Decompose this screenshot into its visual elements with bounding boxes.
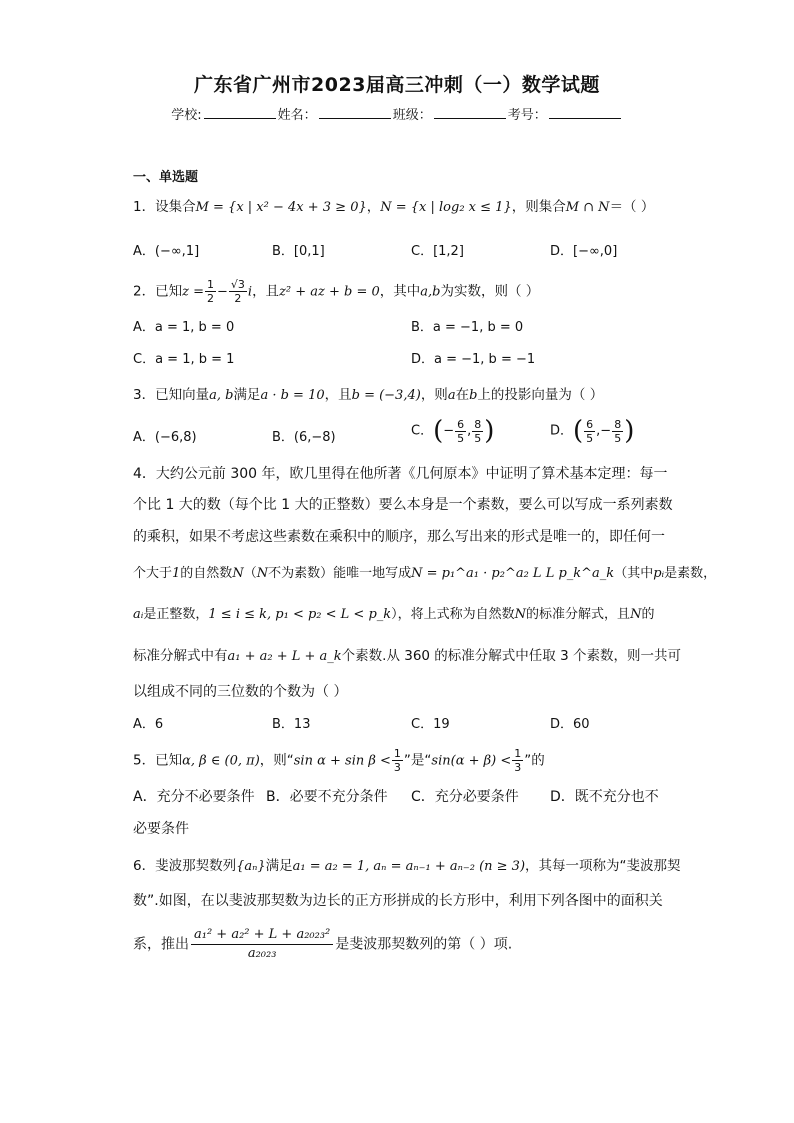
q3-text-b: 满足 xyxy=(233,387,261,403)
class-blank[interactable] xyxy=(434,105,506,119)
q2-option-c[interactable]: C．a = 1, b = 1 xyxy=(133,352,235,367)
q2-text-d: 为实数，则（ ） xyxy=(440,283,540,300)
school-label: 学校: xyxy=(171,108,202,123)
q4-factorization: N = p₁^a₁ · p₂^a₂ L L p_k^a_k xyxy=(411,566,615,581)
q4-option-c[interactable]: C．19 xyxy=(411,717,450,732)
q3-b-value: b = (−3,4) xyxy=(351,388,421,403)
q5-frac-2: $\frac{1}{3}$ xyxy=(514,747,522,774)
q4-option-b[interactable]: B．13 xyxy=(272,717,311,732)
q3-option-a[interactable]: A．(−6,8) xyxy=(133,430,197,445)
q5-option-c[interactable]: C．充分必要条件 xyxy=(411,789,519,805)
q4-line-7: 以组成不同的三位数的个数为（ ） xyxy=(133,684,348,700)
name-blank[interactable] xyxy=(319,105,391,119)
page-title: 广东省广州市2023届高三冲刺（一）数学试题 xyxy=(194,74,600,96)
q1-option-c[interactable]: C．[1,2] xyxy=(411,244,464,259)
q2-frac-1: $\frac{1}{2}$ xyxy=(206,278,214,305)
question-2-stem xyxy=(133,278,663,305)
q3-dot: a · b = 10 xyxy=(260,388,325,403)
q1-option-a[interactable]: A．(−∞,1] xyxy=(133,244,200,259)
q3-text-f: 上的投影向量为（ ） xyxy=(477,387,604,403)
q5-option-b[interactable]: B．必要不充分条件 xyxy=(266,789,388,805)
q6-sequence: {aₙ} xyxy=(236,859,266,874)
q2-vars: a,b xyxy=(420,284,441,300)
q3-option-b[interactable]: B．(6,−8) xyxy=(272,430,336,445)
q6-line-3: 系，推出 $\frac{\text{a₁² + a₂² + L + a₂₀₂₃²}}{\text{a₂₀₂₃}}$ 是斐波那契数列的第（ ）项. xyxy=(133,927,513,961)
q1-text-c: ＝（ ） xyxy=(609,199,655,215)
q3-text-d: ，则 xyxy=(420,387,448,403)
school-blank[interactable] xyxy=(204,105,276,119)
q2-equation: z² + az + b = 0 xyxy=(279,284,380,300)
q4-line-1: 4．大约公元前 300 年，欧几里得在他所著《几何原本》中证明了算术基本定理：每一 xyxy=(133,466,668,482)
q5-frac-1: $\frac{1}{3}$ xyxy=(393,747,401,774)
q3-option-c-label: C． xyxy=(411,423,434,439)
q6-line-1: 6．斐波那契数列{aₙ}满足a₁ = a₂ = 1, aₙ = aₙ₋₁ + aₙ₋₂ (n ≥ 3)，其每一项称为“斐波那契 xyxy=(133,858,681,874)
q4-option-d[interactable]: D．60 xyxy=(550,717,590,732)
q4-line-5: aᵢ是正整数，1 ≤ i ≤ k, p₁ < p₂ < L < p_k），将上式称为自然数N的标准分解式，且N的 xyxy=(133,607,655,622)
section-heading: 一、单选题 xyxy=(133,170,199,185)
q6-ratio: $\frac{\text{a₁² + a₂² + L + a₂₀₂₃²}}{\text{a₂₀₂₃}}$ xyxy=(191,926,333,963)
class-label: 班级： xyxy=(392,108,432,123)
q3-text: 3．已知向量 xyxy=(133,387,210,403)
q5-expr-1: sin α + sin β < xyxy=(293,753,391,769)
exam-no-blank[interactable] xyxy=(549,105,621,119)
q6-recurrence: a₁ = a₂ = 1, aₙ = aₙ₋₁ + aₙ₋₂ (n ≥ 3) xyxy=(292,859,526,874)
q4-sum: a₁ + a₂ + L + a_k xyxy=(227,649,342,664)
q1-expr: M ∩ N xyxy=(565,200,610,215)
q3-option-c[interactable]: C．(− $\frac{6}{5}$ , $\frac{8}{5}$ ) xyxy=(411,416,495,446)
q5-option-d-wrap: 必要条件 xyxy=(133,821,189,837)
q4-line-2: 个比 1 大的数（每个比 1 大的正整数）要么本身是一个素数，要么可以写成一系列素数 xyxy=(133,497,673,513)
exam-no-label: 考号： xyxy=(507,108,547,123)
q1-set-m: M = {x | x² − 4x + 3 ≥ 0} xyxy=(195,200,367,215)
q1-sep: ， xyxy=(366,199,381,215)
q2-minus: − xyxy=(216,284,228,300)
q5-condition: α, β ∈ (0, π) xyxy=(182,753,260,769)
q2-z: z = xyxy=(182,284,204,300)
q2-option-b[interactable]: B．a = −1, b = 0 xyxy=(411,320,524,335)
q4-condition: 1 ≤ i ≤ k, p₁ < p₂ < L < p_k xyxy=(208,607,392,622)
q4-option-a[interactable]: A．6 xyxy=(133,717,164,732)
q3-b: b xyxy=(469,388,478,403)
q2-i: i xyxy=(247,284,253,300)
q5-expr-2: sin(α + β) < xyxy=(431,753,512,769)
q1-option-d[interactable]: D．[−∞,0] xyxy=(550,244,618,259)
q4-line-6: 标准分解式中有a₁ + a₂ + L + a_k个素数.从 360 的标准分解式中任取 3 个素数，则一共可 xyxy=(133,648,681,664)
question-5-stem: 5．已知α, β ∈ (0, π)，则“sin α + sin β < $\frac{1}{3}$ ”是“sin(α + β) < $\frac{1}{3}$ ”的 xyxy=(133,747,545,774)
q5-option-d[interactable]: D．既不充分也不 xyxy=(550,789,659,805)
q3-vectors: a, b xyxy=(209,388,234,403)
q2-option-a[interactable]: A．a = 1, b = 0 xyxy=(133,320,235,335)
q2-text: 2．已知 xyxy=(133,283,183,300)
q4-line-4: 个大于1的自然数N（N不为素数）能唯一地写成N = p₁^a₁ · p₂^a₂ L L p_k^a_k（其中pᵢ是素数， xyxy=(133,566,717,581)
question-3-stem xyxy=(133,385,663,406)
q1-set-n: N = {x | log₂ x ≤ 1} xyxy=(380,200,512,215)
q1-text-b: ，则集合 xyxy=(511,199,566,215)
question-1-stem xyxy=(133,197,663,218)
q5-option-a[interactable]: A．充分不必要条件 xyxy=(133,789,255,805)
name-label: 姓名： xyxy=(277,108,317,123)
student-info-line xyxy=(0,104,794,123)
q1-option-b[interactable]: B．[0,1] xyxy=(272,244,325,259)
q3-option-d[interactable]: D．( $\frac{6}{5}$ ,− $\frac{8}{5}$ ) xyxy=(550,416,635,446)
q3-option-d-label: D． xyxy=(550,423,574,439)
q1-text: 1．设集合 xyxy=(133,199,196,215)
q6-line-2: 数”.如图，在以斐波那契数为边长的正方形拼成的长方形中，利用下列各图中的面积关 xyxy=(133,893,663,909)
q2-text-b: ，且 xyxy=(252,283,280,300)
q2-option-d[interactable]: D．a = −1, b = −1 xyxy=(411,352,536,367)
q2-text-c: ，其中 xyxy=(379,283,421,300)
q3-text-c: ，且 xyxy=(324,387,352,403)
q2-frac-2: $\frac{√3}{2}$ xyxy=(230,278,245,305)
q3-text-e: 在 xyxy=(455,387,470,403)
q4-line-3: 的乘积，如果不考虑这些素数在乘积中的顺序，那么写出来的形式是唯一的，即任何一 xyxy=(133,529,665,545)
q3-a: a xyxy=(447,388,456,403)
